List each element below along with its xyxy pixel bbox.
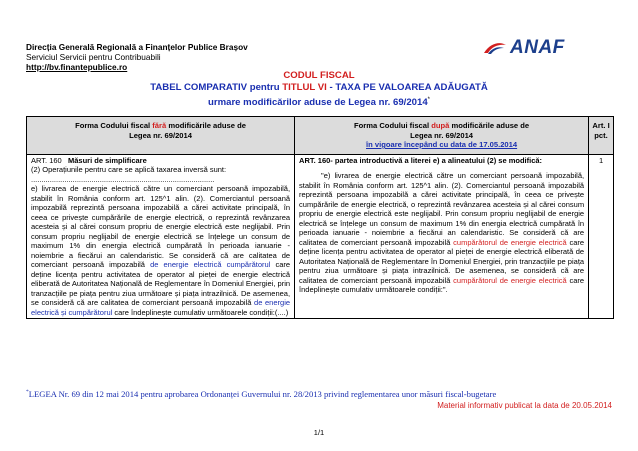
cell-article-point: 1 bbox=[589, 154, 614, 319]
document-titles bbox=[0, 70, 638, 109]
cell-after-amendment bbox=[295, 154, 589, 319]
cell-before-amendment bbox=[27, 154, 295, 319]
header-before-amendment: Forma Codului fiscal fără modificările aduse de Legea nr. 69/2014 bbox=[27, 117, 295, 155]
org-service: Serviciul Servicii pentru Contribuabili bbox=[26, 52, 161, 62]
header-after-amendment: Forma Codului fiscal după modificările aduse de Legea nr. 69/2014 în vigoare începând cu data de 17.05.2014 bbox=[295, 117, 589, 155]
publication-date-note: Material informativ publicat la data de 20.05.2014 bbox=[437, 401, 612, 410]
org-name: Direcția Generală Regională a Finanțelor Publice Brașov bbox=[26, 42, 248, 52]
website-link[interactable]: http://bv.finantepublice.ro bbox=[26, 62, 128, 72]
header-article-point: Art. I pct. bbox=[589, 117, 614, 155]
left-subparagraph: (2) Operațiunile pentru care se aplică taxarea inversă sunt: bbox=[31, 165, 227, 174]
code-title: CODUL FISCAL bbox=[283, 70, 355, 81]
anaf-logo-text: ANAF bbox=[510, 37, 565, 58]
comparative-table-title: TABEL COMPARATIV pentru TITLUL VI - TAXA PE VALOAREA ADĂUGATĂ bbox=[150, 82, 488, 93]
page-number: 1/1 bbox=[313, 428, 325, 437]
comparison-table bbox=[26, 116, 614, 319]
left-article-title: ART. 160 Măsuri de simplificare bbox=[31, 155, 147, 165]
left-omission-dots: ........................................................................................ bbox=[31, 174, 215, 184]
table-row bbox=[27, 154, 614, 319]
anaf-emblem-icon bbox=[482, 41, 508, 55]
table-header-row bbox=[27, 117, 614, 155]
right-paragraph-e: "e) livrarea de energie electrică către un comerciant persoană impozabilă, stabilit în România conform art. 125^1 alin. (2). Comerciantul persoană impozabilă reprezintă persoana impozabilă a cărei activitate principală, în ceea ce privește cumpărările de energie electrică, o reprezintă revânzarea acesteia și al cărei consum propriu de energie electrică este neglijabil. Prin consum propriu neglijabil de energie electrică se înțelege un consum de maximum 1% din energia electrică cumpărată în perioada ianuarie - noiembrie a fiecărui an calendaristic. Se consideră că are calitatea de comerciant persoană impozabilă cumpărătorul de energie electrică care deține licența pentru activitatea de operator al pieței de energie electrică eliberată de Autoritatea Națională de Reglementare în Domeniul Energiei, prin tranzacțiile pe piața pentru ziua următoare și piața intrazilnică. De asemenea, se consideră că are calitatea de comerciant persoană impozabilă cumpărătorul de energie electrică care îndeplinește cumulativ următoarele condiții:". bbox=[299, 171, 585, 294]
header-organization bbox=[26, 42, 248, 72]
footnote: *LEGEA Nr. 69 din 12 mai 2014 pentru aprobarea Ordonanței Guvernului nr. 28/2013 privind reglementarea unor măsuri fiscal-bugetare bbox=[26, 389, 497, 399]
anaf-logo bbox=[482, 37, 565, 59]
right-article-title: ART. 160- partea introductivă a literei e) a alineatului (2) se modifică: bbox=[299, 155, 543, 165]
left-paragraph-e: e) livrarea de energie electrică către un comerciant persoană impozabilă, stabilit în România conform art. 125^1 alin. (2). Comerciantul persoană impozabilă reprezintă persoana impozabilă a cărei activitate principală, în ceea ce privește cumpărările de energie electrică, o reprezintă revânzarea acesteia și al cărei consum propriu de energie electrică este neglijabil. Prin consum propriu neglijabil de energie electrică se înțelege un consum de maximum 1% din energia electrică cumpărată în perioada ianuarie - noiembrie a fiecărui an calendaristic. Se consideră că are calitatea de comerciant persoană impozabilă de energie electrică cumpărătorul care deține licența pentru activitatea de operator al pieței de energie electrică eliberată de Autoritatea Națională de Reglementare în Domeniul Energiei, prin tranzacțiile pe piața pentru ziua următoare și piața intrazilnică. De asemenea, se consideră că are calitatea de comerciant persoană impozabilă de energie electrică și cumpărătorul care îndeplinește cumulativ următoarele condiții:(....) bbox=[31, 184, 291, 317]
amendment-subtitle: urmare modificărilor aduse de Legea nr. 69/2014* bbox=[207, 97, 431, 109]
